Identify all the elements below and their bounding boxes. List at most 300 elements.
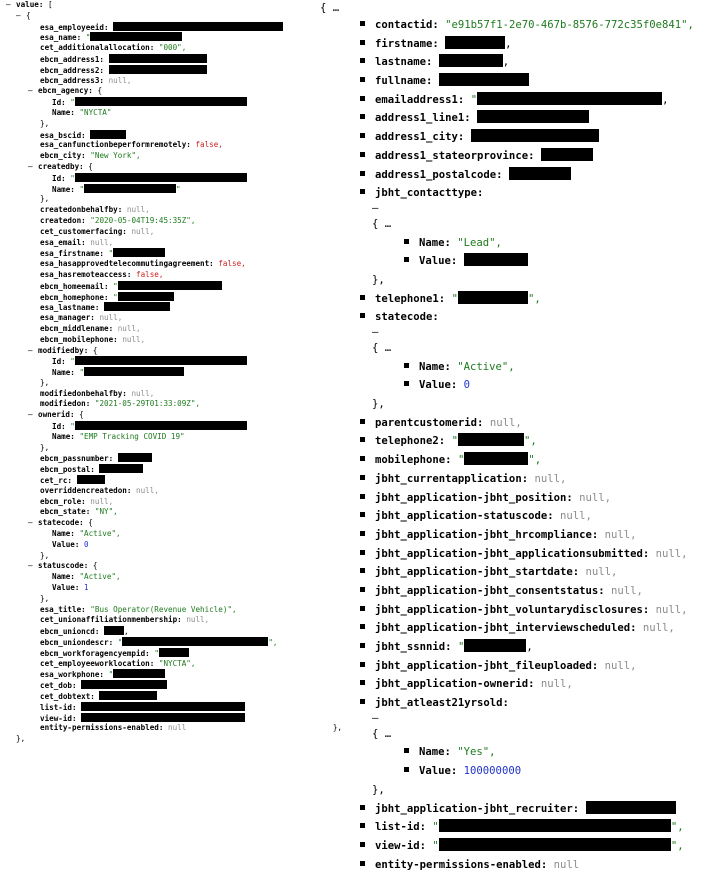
bullet-icon — [360, 114, 365, 119]
bullet-icon — [360, 475, 365, 480]
json-entry-row: – modifiedby: { — [28, 345, 98, 355]
json-key: cet_additionalallocation: — [40, 43, 155, 53]
redaction-bar — [81, 702, 245, 711]
json-value: null — [168, 723, 187, 733]
json-key: esa_manager: — [40, 313, 95, 323]
json-key: modifiedby: — [38, 345, 89, 355]
json-entry-row — [320, 290, 725, 309]
json-entry-row: }, — [40, 377, 50, 387]
json-value: null — [553, 858, 580, 871]
json-key: ebcm_city: — [40, 151, 86, 161]
collapse-toggle[interactable]: – — [28, 86, 33, 96]
json-entry-row — [6, 497, 326, 508]
json-key: esa_name: — [40, 33, 82, 43]
json-entry-row — [320, 619, 725, 638]
redaction-bar — [509, 167, 571, 180]
json-key: statuscode: — [38, 561, 89, 571]
json-key: esa_hasapprovedtelecommutingagreement: — [40, 259, 214, 269]
redaction-bar — [84, 184, 176, 193]
redaction-bar — [118, 281, 222, 290]
json-entry-row — [6, 507, 326, 518]
json-key: statecode: — [38, 518, 84, 528]
json-entry-row: }, — [40, 593, 50, 603]
json-key: jbht_contacttype: — [375, 187, 484, 200]
bullet-icon — [360, 21, 365, 26]
json-value: null, — [131, 226, 155, 236]
json-value: null, — [579, 491, 611, 504]
json-key: firstname: — [375, 37, 439, 50]
json-value: null, — [604, 528, 637, 541]
json-entry-row: entity-permissions-enabled: null }, — [40, 723, 342, 733]
json-entry-row: }, — [372, 398, 385, 411]
json-key: ebcm_address1: — [40, 54, 105, 64]
bullet-icon — [360, 680, 365, 685]
json-value: " — [154, 648, 159, 658]
json-value: " — [113, 281, 118, 291]
json-entry-row — [320, 489, 725, 508]
json-key: esa_employeeid: — [40, 22, 109, 32]
json-key: Name: — [52, 107, 75, 117]
json-key: ebcm_role: — [40, 496, 86, 506]
json-key: jbht_application-jbht_consentstatus: — [375, 584, 605, 597]
json-entry-row: ebcm_unioncd: , — [40, 627, 129, 637]
redaction-bar — [541, 148, 593, 161]
json-value: "Active", — [79, 572, 121, 582]
json-key: Name: — [419, 360, 451, 373]
redaction-bar — [90, 130, 126, 139]
json-key: esa_canfunctionbeperformremotely: — [40, 140, 191, 150]
json-key: address1_line1: — [375, 112, 471, 125]
json-key: jbht_application-jbht_applicationsubmitted: — [375, 547, 650, 560]
json-value: null, — [540, 678, 573, 691]
json-key: jbht_application-jbht_voluntarydisclosures: — [375, 603, 650, 616]
json-key: createdon: — [40, 215, 86, 225]
json-value: null, — [655, 547, 688, 560]
json-key: statecode: — [375, 311, 439, 324]
json-entry-row — [320, 507, 725, 526]
collapse-toggle[interactable]: – — [28, 345, 33, 355]
json-value: ", — [670, 839, 684, 852]
json-entry-row — [6, 605, 326, 616]
bullet-icon — [360, 419, 365, 424]
json-entry-row — [6, 43, 326, 54]
json-key: ownerid: — [38, 410, 75, 420]
bullet-icon — [360, 96, 365, 101]
json-value: " — [176, 184, 181, 194]
json-key: Value: — [419, 379, 458, 392]
json-key: ebcm_address3: — [40, 75, 105, 85]
bullet-icon — [360, 494, 365, 499]
json-key: esa_workphone: — [40, 670, 105, 680]
json-entry-row — [6, 691, 326, 702]
redaction-bar — [113, 248, 165, 257]
json-value: " — [432, 839, 439, 852]
json-entry-row — [6, 238, 326, 249]
json-entry-row — [320, 72, 725, 91]
json-entry-row — [6, 583, 326, 594]
json-value: "2020-05-04T19:45:35Z", — [90, 215, 196, 225]
json-entry-row — [320, 432, 725, 451]
redaction-bar — [458, 433, 524, 446]
json-key: ebcm_state: — [40, 507, 91, 517]
json-value: " — [79, 368, 85, 378]
redaction-bar — [464, 253, 528, 266]
json-value: ", — [527, 292, 541, 305]
json-value: "Active", — [79, 529, 121, 539]
json-key: jbht_application-jbht_hrcompliance: — [375, 528, 599, 541]
collapsed-object-toggle[interactable]: { … — [372, 727, 392, 740]
json-value: null, — [90, 496, 114, 506]
json-key: esa_title: — [40, 604, 86, 614]
json-value: " — [117, 638, 123, 648]
bullet-icon — [360, 606, 365, 611]
json-value: " — [451, 292, 458, 305]
json-entry-row — [6, 356, 326, 367]
json-value: 0 — [463, 379, 471, 392]
json-entry-row — [6, 248, 326, 259]
bullet-icon — [404, 257, 409, 262]
redaction-bar — [113, 22, 283, 31]
json-entry-row — [320, 147, 725, 166]
bullet-icon — [360, 437, 365, 442]
json-key: list-id: — [375, 821, 427, 834]
json-value: null, — [642, 622, 675, 635]
json-key: entity-permissions-enabled: — [40, 723, 164, 733]
json-value: "NY", — [94, 507, 118, 517]
redaction-bar — [458, 291, 528, 304]
redaction-bar — [439, 838, 671, 851]
json-key: jbht_application-jbht_fileuploaded: — [375, 659, 599, 672]
bullet-icon — [360, 587, 365, 592]
json-key: overriddencreatedon: — [40, 485, 132, 495]
json-value: null, — [126, 205, 150, 215]
json-key: ebcm_mobilephone: — [40, 334, 118, 344]
json-entry-row — [6, 389, 326, 400]
json-entry-row: }, — [16, 734, 26, 744]
json-key: fullname: — [375, 75, 433, 88]
json-key: ebcm_passnumber: — [40, 454, 114, 464]
json-entry-row: }, — [40, 194, 50, 204]
json-entry-row: – ebcm_agency: { — [28, 86, 103, 96]
json-entry-row: – statuscode: { — [28, 561, 98, 571]
json-value: null, — [489, 416, 522, 429]
json-entry-row — [6, 572, 326, 583]
bullet-icon — [360, 568, 365, 573]
bullet-icon — [360, 512, 365, 517]
collapse-toggle[interactable]: – — [28, 518, 33, 528]
json-key: Value: — [419, 765, 458, 778]
bullet-icon — [360, 152, 365, 157]
json-entry-row — [320, 545, 725, 564]
json-key: telephone1: — [375, 292, 446, 305]
json-key: esa_email: — [40, 237, 86, 247]
json-entry-row — [6, 140, 326, 151]
json-entry-row: – ownerid: { — [28, 410, 84, 420]
json-key: value: — [16, 0, 44, 9]
collapse-toggle[interactable]: – — [28, 161, 33, 171]
json-entry-row — [6, 130, 326, 141]
json-value: " — [108, 249, 114, 259]
json-value: ", — [268, 638, 278, 648]
json-entry-row — [6, 648, 326, 659]
json-entry-row — [6, 54, 326, 65]
json-entry-row — [6, 259, 326, 270]
json-value: "e91b57f1-2e70-467b-8576-772c35f0e841", — [445, 19, 694, 31]
json-value: 0 — [84, 539, 89, 549]
json-value: null, — [90, 237, 114, 247]
redaction-bar — [445, 36, 505, 49]
json-value: " — [70, 173, 75, 183]
json-value: " — [108, 670, 114, 680]
json-entry-row — [6, 367, 326, 378]
json-entry-row — [320, 109, 725, 128]
json-key: address1_postalcode: — [375, 168, 503, 181]
json-entry-row — [320, 563, 725, 582]
redaction-bar — [81, 680, 167, 689]
bullet-icon — [360, 77, 365, 82]
json-value: null, — [99, 313, 123, 323]
bullet-icon — [360, 550, 365, 555]
redaction-bar — [99, 464, 143, 473]
json-entry-row — [6, 216, 326, 227]
left-json-tree — [6, 0, 342, 745]
redaction-bar — [122, 637, 268, 646]
json-value: " — [113, 292, 118, 302]
json-key: esa_lastname: — [40, 303, 100, 313]
json-value: ", — [523, 435, 537, 448]
json-key: Value: — [419, 255, 458, 268]
json-entry-row — [6, 659, 326, 670]
json-value: "NYCTA" — [79, 107, 112, 117]
json-entry-row: jbht_ssnnid: " , — [320, 638, 725, 657]
bullet-icon — [360, 58, 365, 63]
redaction-bar — [118, 292, 174, 301]
json-key: Name: — [52, 368, 75, 378]
redaction-bar — [104, 626, 124, 635]
json-key: ebcm_homeemail: — [40, 281, 109, 291]
json-value: " — [451, 435, 458, 448]
json-entry-row — [6, 713, 326, 724]
json-key: Id: — [52, 357, 66, 367]
bullet-icon — [360, 643, 365, 648]
json-key: esa_hasremoteaccess: — [40, 269, 132, 279]
json-entry-row: – — [372, 326, 379, 338]
bullet-icon — [360, 805, 365, 810]
json-key: modifiedon: — [40, 399, 91, 409]
json-entry-row — [6, 432, 326, 443]
bullet-icon — [404, 748, 409, 753]
json-value: " — [70, 422, 75, 432]
json-key: Name: — [52, 572, 75, 582]
bullet-icon — [360, 861, 365, 866]
json-value: " — [85, 33, 91, 43]
json-key: ebcm_workforagencyempid: — [40, 648, 150, 658]
collapsed-object-toggle[interactable]: { … — [372, 342, 392, 354]
json-key: list-id: — [40, 702, 77, 712]
json-value: false, — [136, 269, 164, 279]
json-value: "2021-05-29T01:33:09Z", — [94, 399, 201, 409]
json-key: entity-permissions-enabled: — [375, 858, 548, 871]
json-entry-row — [320, 414, 725, 433]
json-key: ebcm_postal: — [40, 465, 95, 475]
json-entry-row — [320, 339, 725, 358]
json-entry-row — [320, 743, 725, 762]
json-entry-row — [6, 702, 326, 713]
json-value: 1 — [84, 583, 89, 593]
json-key: esa_bscid: — [40, 130, 86, 140]
json-entry-row — [6, 227, 326, 238]
json-key: parentcustomerid: — [375, 416, 484, 429]
json-entry-row — [6, 540, 326, 551]
bullet-icon — [404, 381, 409, 386]
json-value: "Bus Operator(Revenue Vehicle)", — [90, 604, 237, 614]
redaction-bar — [109, 65, 207, 74]
json-key: createdby: — [38, 161, 84, 171]
json-key: jbht_application-jbht_startdate: — [375, 566, 580, 579]
json-value: null, — [585, 566, 618, 579]
json-entry-row — [6, 421, 326, 432]
json-key: ebcm_uniondescr: — [40, 638, 114, 648]
json-entry-row — [320, 166, 725, 185]
redaction-bar — [75, 421, 247, 430]
json-entry-row — [6, 669, 326, 680]
json-key: contactid: — [375, 19, 439, 31]
json-value: "NYCTA", — [158, 658, 196, 668]
json-key: Name: — [52, 529, 75, 539]
json-entry-row — [6, 32, 326, 43]
json-value: null, — [186, 615, 210, 625]
right-json-tree — [320, 2, 725, 874]
redaction-bar — [113, 669, 165, 678]
json-key: jbht_application-jbht_recruiter: — [375, 802, 580, 815]
json-entry-row: }, — [40, 550, 50, 560]
json-key: ebcm_agency: — [38, 86, 93, 96]
json-entry-row — [6, 270, 326, 281]
bullet-icon — [360, 842, 365, 847]
json-value: " — [432, 821, 439, 834]
json-key: ebcm_unioncd: — [40, 627, 100, 637]
json-entry-row — [6, 529, 326, 540]
json-entry-row: }, — [40, 442, 50, 452]
json-entry-row — [6, 464, 326, 475]
json-key: Value: — [52, 583, 80, 593]
redaction-bar — [109, 54, 207, 63]
json-key: emailaddress1: — [375, 93, 465, 106]
json-entry-row — [6, 475, 326, 486]
json-key: jbht_atleast21yrsold: — [375, 697, 509, 710]
json-value: "Active", — [457, 360, 515, 373]
bullet-icon — [404, 767, 409, 772]
json-entry-row — [320, 800, 725, 819]
redaction-bar — [77, 475, 105, 484]
json-entry-row — [6, 76, 326, 87]
json-entry-row: }, — [40, 118, 50, 128]
json-key: view-id: — [40, 713, 77, 723]
collapsed-object-toggle[interactable]: { … — [320, 2, 340, 14]
json-entry-row — [320, 601, 725, 620]
json-value: ", — [670, 821, 684, 834]
json-value: "000", — [158, 43, 187, 53]
json-entry-row — [6, 637, 326, 648]
json-value: " — [70, 98, 75, 108]
json-key: cet_customerfacing: — [40, 226, 127, 236]
json-entry-row — [6, 486, 326, 497]
json-value: " — [70, 357, 75, 367]
json-entry-row — [6, 97, 326, 108]
json-value: "Yes", — [457, 746, 496, 759]
json-entry-row — [320, 582, 725, 601]
value-row: – value: [ — [6, 0, 53, 9]
json-entry-row — [6, 335, 326, 346]
json-key: cet_dob: — [40, 681, 77, 691]
json-value: null, — [559, 510, 592, 523]
json-entry-row — [320, 837, 725, 856]
json-key: cet_unionaffiliationmembership: — [40, 615, 182, 625]
json-value: 100000000 — [463, 765, 522, 778]
json-entry-row: }, — [372, 273, 385, 286]
json-key: jbht_ssnnid: — [375, 641, 452, 653]
json-entry-row — [320, 675, 725, 694]
json-entry-row — [320, 308, 725, 327]
json-entry-row — [320, 376, 725, 395]
json-entry-row — [6, 205, 326, 216]
collapse-toggle[interactable]: – — [16, 10, 21, 20]
json-value: null, — [136, 485, 159, 495]
redaction-bar — [118, 453, 152, 462]
item-row: – { — [16, 10, 31, 20]
json-value: "New York", — [90, 151, 141, 161]
redaction-bar — [99, 691, 157, 700]
json-key: Name: — [52, 184, 75, 194]
redaction-bar — [159, 648, 189, 657]
json-value: null, — [108, 75, 132, 85]
json-key: Id: — [52, 98, 66, 108]
redaction-bar — [439, 819, 671, 832]
redaction-bar — [477, 110, 589, 123]
json-value: null, — [122, 334, 146, 344]
bullet-icon — [360, 189, 365, 194]
json-entry-row — [320, 818, 725, 837]
json-key: Name: — [52, 431, 75, 441]
collapse-toggle[interactable]: – — [28, 561, 33, 571]
json-key: ebcm_homephone: — [40, 292, 109, 302]
bullet-icon — [360, 662, 365, 667]
json-entry-row — [6, 281, 326, 292]
json-key: jbht_application-jbht_interviewscheduled: — [375, 622, 637, 635]
json-key: modifiedonbehalfby: — [40, 388, 127, 398]
json-entry-row — [320, 762, 725, 781]
bullet-icon — [360, 171, 365, 176]
json-entry-row — [6, 399, 326, 410]
json-entry-row — [320, 725, 725, 744]
collapse-toggle[interactable]: – — [6, 0, 11, 9]
redaction-bar — [439, 73, 529, 86]
bullet-icon — [360, 531, 365, 536]
json-key: jbht_application-jbht_position: — [375, 491, 573, 504]
collapsed-object-toggle[interactable]: { … — [372, 217, 392, 230]
redaction-bar — [464, 639, 526, 652]
redaction-bar — [477, 92, 662, 105]
json-entry-row — [6, 22, 326, 33]
json-key: Id: — [52, 173, 66, 183]
redaction-bar — [84, 367, 184, 376]
collapse-toggle[interactable]: – — [28, 410, 33, 420]
json-key: jbht_application-ownerid: — [375, 678, 535, 691]
json-entry-row — [320, 856, 725, 874]
redaction-bar — [104, 302, 170, 311]
json-entry-row: lastname: , — [320, 53, 725, 72]
json-entry-row: – statecode: { — [28, 518, 93, 528]
